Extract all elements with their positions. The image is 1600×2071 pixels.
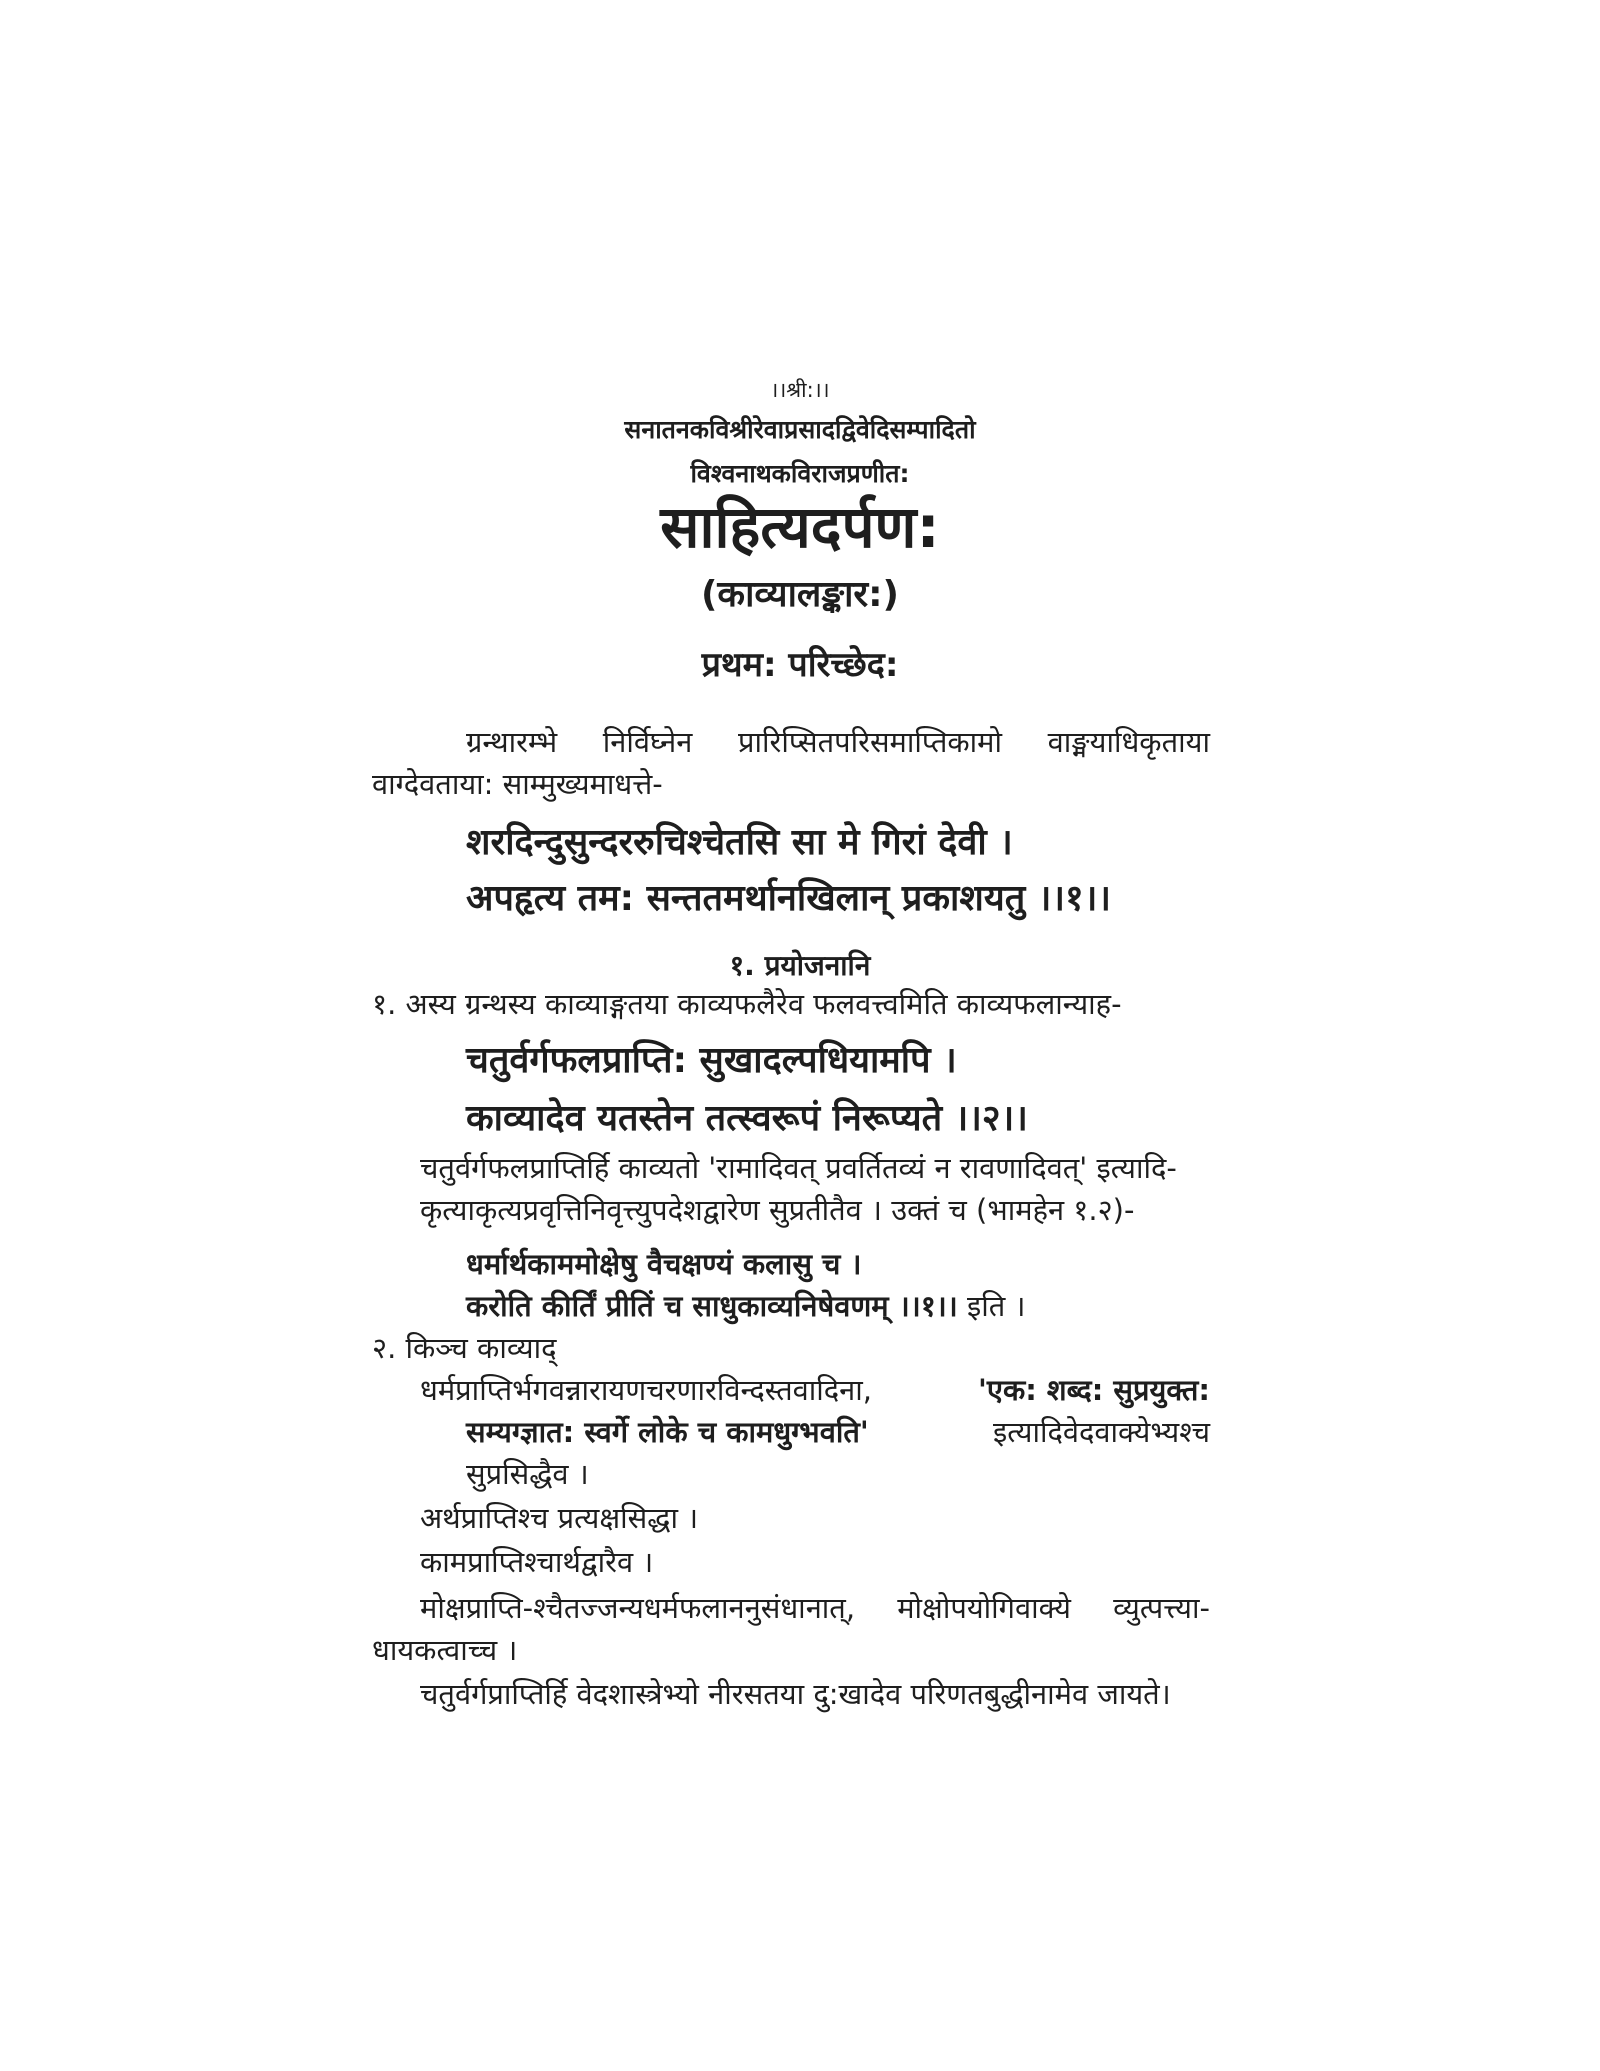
vedic-quote-start: 'एक: शब्द: सुप्रयुक्त: xyxy=(978,1373,1210,1407)
artha-line: अर्थप्राप्तिश्च प्रत्यक्षसिद्धा । xyxy=(420,1501,699,1535)
moksha-cont-line: धायकत्वाच्च । xyxy=(372,1633,518,1667)
verse-1-line-1: शरदिन्दुसुन्दररुचिश्चेतसि सा मे गिरां देवी । xyxy=(466,822,1013,863)
dharma-text: धर्मप्राप्तिर्भगवन्नारायणचरणारविन्दस्तवादिना, xyxy=(420,1373,872,1407)
verse-1-line-2: अपहृत्य तम: सन्ततमर्थानखिलान् प्रकाशयतु ।।१।। xyxy=(466,878,1112,919)
moksha-word: व्युत्पत्त्या- xyxy=(1113,1591,1210,1625)
moksha-word: मोक्षप्राप्ति-श्चैतज्जन्यधर्मफलाननुसंधानात्, xyxy=(420,1591,856,1625)
verse-2-line-2: काव्यादेव यतस्तेन तत्स्वरूपं निरूप्यते ।।२।। xyxy=(466,1098,1028,1139)
intro-word: प्रारिप्सितपरिसमाप्तिकामो xyxy=(737,725,1003,759)
quote-line-2 xyxy=(466,1286,1026,1326)
quote-line-1: धर्मार्थकाममोक्षेषु वैचक्षण्यं कलासु च । xyxy=(466,1247,862,1281)
siddha-line: सुप्रसिद्धैव । xyxy=(466,1457,589,1491)
intro-word: निर्विघ्नेन xyxy=(602,725,693,759)
final-line: चतुर्वर्गप्राप्तिर्हि वेदशास्त्रेभ्यो नीरसतया दु:खादेव परिणतबुद्धीनामेव जायते। xyxy=(420,1677,1171,1711)
chapter-heading: प्रथम: परिच्छेद: xyxy=(701,645,899,685)
author-line: विश्वनाथकविराजप्रणीत: xyxy=(690,459,910,488)
point-1: १. अस्य ग्रन्थस्य काव्याङ्गतया काव्यफलैरेव फलवत्त्वमिति काव्यफलान्याह- xyxy=(372,987,1122,1021)
dharma-line xyxy=(420,1370,1210,1410)
intro-line-1 xyxy=(466,722,1210,762)
intro-line-2: वाग्देवताया: साम्मुख्यमाधत्ते- xyxy=(372,767,663,801)
section-heading: १. प्रयोजनानि xyxy=(729,949,871,982)
commentary-line-2: कृत्याकृत्यप्रवृत्तिनिवृत्त्युपदेशद्वारेण सुप्रतीतैव । उक्तं च (भामहेन १.२)- xyxy=(420,1193,1135,1227)
intro-word: वाङ्मयाधिकृताया xyxy=(1047,725,1210,759)
quote-iti: इति । xyxy=(967,1289,1026,1323)
moksha-line xyxy=(420,1588,1210,1628)
editor-line: सनातनकविश्रीरेवाप्रसादद्विवेदिसम्पादितो xyxy=(624,415,976,444)
page-title: साहित्यदर्पण: xyxy=(660,493,940,561)
subtitle: (काव्यालङ्कार:) xyxy=(700,574,900,615)
vedic-text: इत्यादिवेदवाक्येभ्यश्च xyxy=(992,1415,1210,1449)
quote-verse-text: करोति कीर्तिं प्रीतिं च साधुकाव्यनिषेवणम् ।।१।। xyxy=(466,1289,958,1323)
invocation: ।।श्री:।। xyxy=(770,378,830,402)
vedic-quote-end: सम्यग्ज्ञात: स्वर्गे लोके च कामधुग्भवति' xyxy=(466,1415,869,1449)
commentary-line-1: चतुर्वर्गफलप्राप्तिर्हि काव्यतो 'रामादिवत् प्रवर्तितव्यं न रावणादिवत्' इत्यादि- xyxy=(420,1151,1177,1185)
kama-line: कामप्राप्तिश्चार्थद्वारैव । xyxy=(420,1545,654,1579)
intro-word: ग्रन्थारम्भे xyxy=(466,725,558,759)
vedic-line xyxy=(466,1412,1210,1452)
moksha-word: मोक्षोपयोगिवाक्ये xyxy=(897,1591,1071,1625)
verse-2-line-1: चतुर्वर्गफलप्राप्ति: सुखादल्पधियामपि । xyxy=(466,1040,957,1081)
point-2-label: २. किञ्च काव्याद् xyxy=(372,1331,557,1365)
